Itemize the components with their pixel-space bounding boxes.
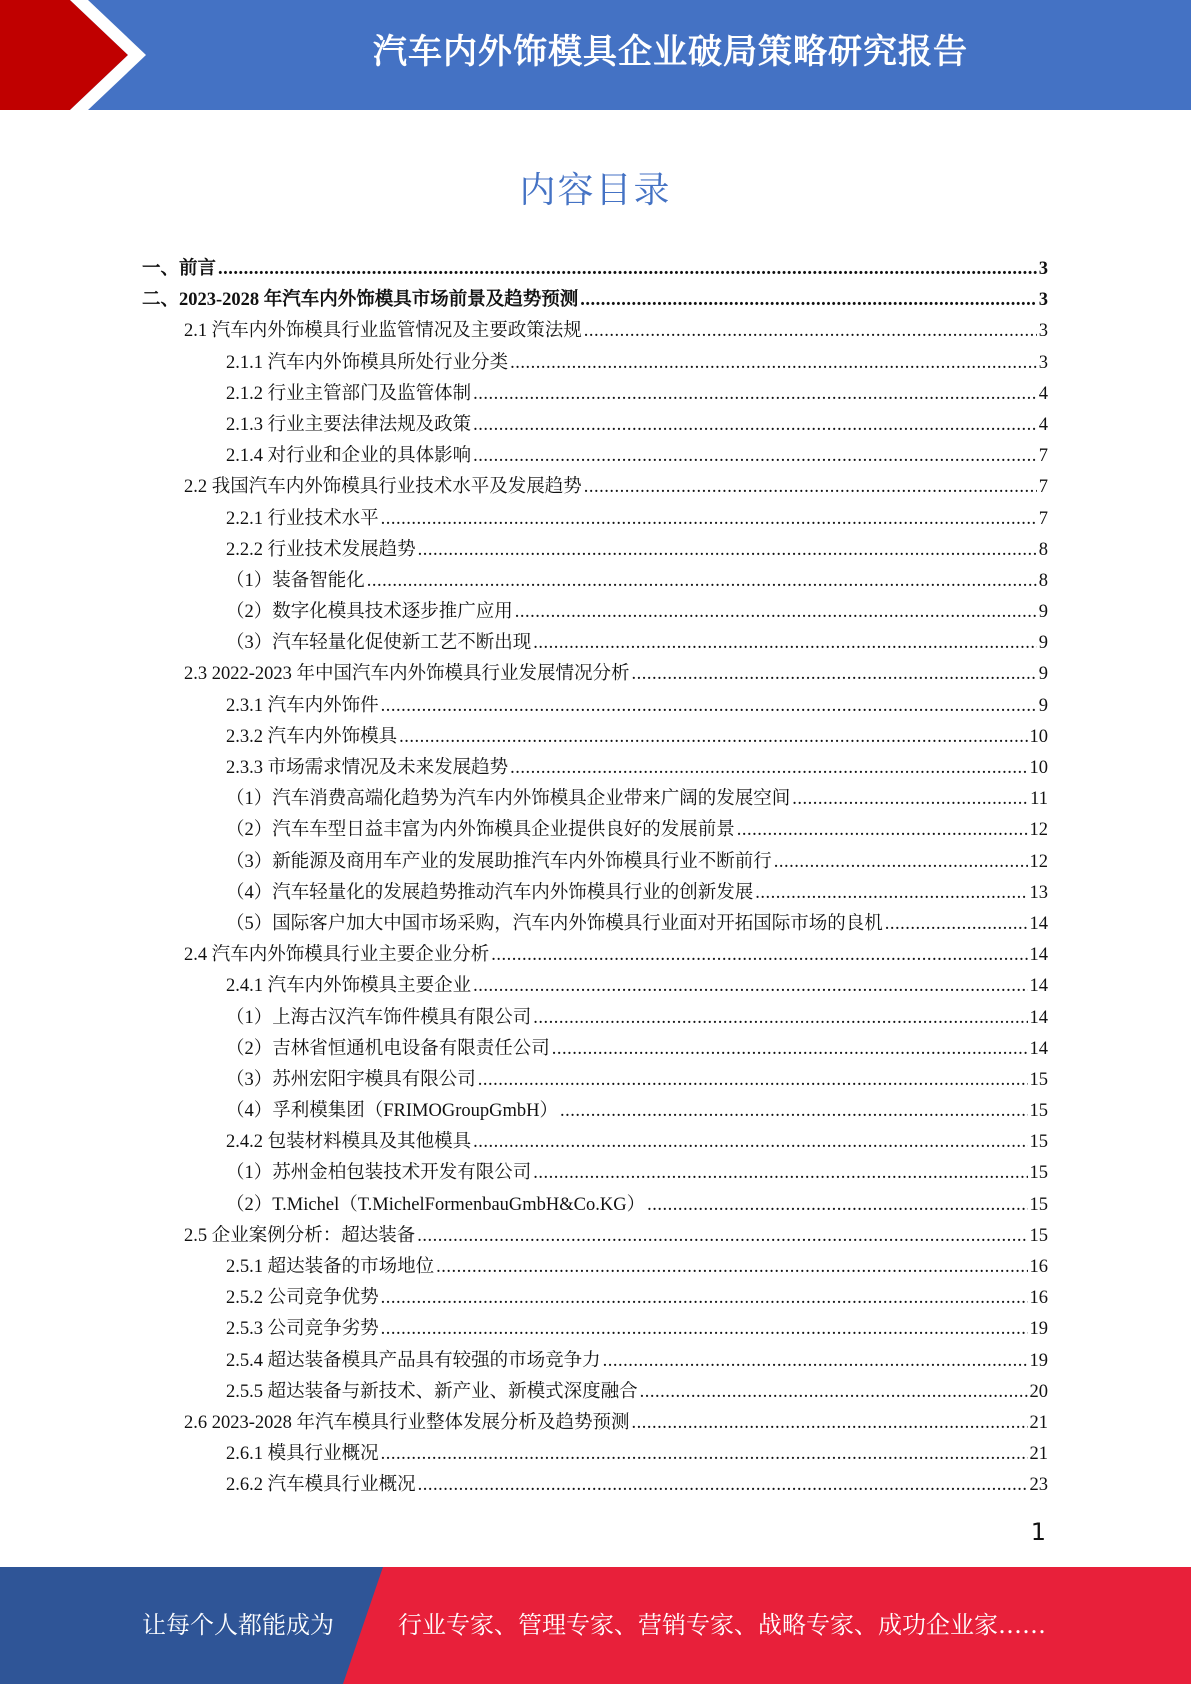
toc-dot-leader [533,628,1036,659]
footer-slogan-right: 行业专家、管理专家、营销专家、战略专家、成功企业家…… [398,1611,1046,1639]
toc-entry-title: （2）汽车车型日益丰富为内外饰模具企业提供良好的发展前景 [226,820,735,841]
toc-entry-title: 2.5 企业案例分析：超达装备 [184,1225,416,1246]
toc-entry[interactable] [142,472,1048,503]
toc-entry[interactable] [142,1314,1048,1345]
toc-dot-leader [473,1127,1027,1158]
toc-dot-leader [510,348,1037,379]
toc-dot-leader [399,722,1027,753]
toc-dot-leader [381,1283,1028,1314]
toc-entry-title: 2.3.3 市场需求情况及未来发展趋势 [226,758,509,778]
toc-entry[interactable] [142,535,1048,566]
toc-dot-leader [603,1346,1028,1377]
toc-dot-leader [381,691,1037,722]
toc-entry[interactable] [142,1252,1048,1283]
toc-entry[interactable] [142,1065,1048,1096]
toc-entry-title: （1）苏州金柏包装技术开发有限公司 [226,1163,532,1184]
report-header-banner [0,0,1191,110]
toc-entry-title: （3）新能源及商用车产业的发展助推汽车内外饰模具行业不断前行 [226,851,772,872]
toc-entry-title: （2）数字化模具技术逐步推广应用 [226,602,513,623]
toc-dot-leader [632,659,1037,690]
toc-entry-page: 19 [1029,1319,1048,1340]
toc-entry-title: 2.6.2 汽车模具行业概况 [226,1475,416,1496]
toc-entry[interactable] [142,1283,1048,1314]
toc-dot-leader [632,1408,1028,1439]
toc-entry-page: 15 [1029,1101,1048,1122]
toc-entry-page: 10 [1029,726,1048,747]
toc-entry-page: 14 [1029,913,1048,934]
toc-entry[interactable] [142,1470,1048,1501]
toc-entry-title: 2.2.2 行业技术发展趋势 [226,539,416,560]
toc-entry-page: 4 [1038,383,1048,404]
toc-dot-leader [381,504,1037,535]
toc-entry-page: 14 [1029,1038,1048,1059]
toc-entry[interactable] [142,753,1048,784]
toc-entry-title: 2.6.1 模具行业概况 [226,1444,379,1465]
toc-entry-title: 2.1 汽车内外饰模具行业监管情况及主要政策法规 [184,321,582,342]
toc-entry-title: 2.6 2023-2028 年汽车模具行业整体发展分析及趋势预测 [184,1412,630,1433]
toc-entry-page: 13 [1029,882,1048,903]
toc-entry[interactable] [142,691,1048,722]
toc-entry-title: 2.3 2022-2023 年中国汽车内外饰模具行业发展情况分析 [184,664,630,685]
toc-entry[interactable] [142,1158,1048,1189]
toc-dot-leader [381,1439,1028,1470]
toc-entry[interactable] [142,1003,1048,1034]
toc-dot-leader [473,441,1037,472]
toc-dot-leader [533,1158,1027,1189]
toc-entry-title: 2.4 汽车内外饰模具行业主要企业分析 [184,945,490,966]
toc-entry[interactable] [142,1346,1048,1377]
toc-entry-title: （2）T.Michel（T.MichelFormenbauGmbH&Co.KG） [226,1194,646,1215]
toc-entry-title: 2.2 我国汽车内外饰模具行业技术水平及发展趋势 [184,477,582,498]
toc-dot-leader [552,1034,1028,1065]
toc-dot-leader [367,566,1037,597]
toc-entry-title: 2.3.1 汽车内外饰件 [226,695,379,716]
toc-entry-page: 16 [1029,1257,1048,1277]
toc-entry-page: 7 [1038,446,1048,467]
toc-entry[interactable] [142,379,1048,410]
toc-entry-page: 10 [1029,758,1048,778]
toc-entry-title: 2.1.1 汽车内外饰模具所处行业分类 [226,352,509,373]
toc-entry[interactable] [142,441,1048,472]
toc-dot-leader [473,971,1027,1002]
toc-entry-title: 2.2.1 行业技术水平 [226,508,379,529]
toc-entry-page: 9 [1038,695,1048,716]
toc-entry-title: 2.1.4 对行业和企业的具体影响 [226,446,472,467]
toc-entry-page: 8 [1038,539,1048,560]
toc-entry[interactable] [142,847,1048,878]
toc-heading: 内容目录 [519,170,672,211]
toc-entry-title: 2.1.2 行业主管部门及监管体制 [226,383,472,404]
toc-entry[interactable] [142,1034,1048,1065]
toc-entry-title: （1）汽车消费高端化趋势为汽车内外饰模具企业带来广阔的发展空间 [226,789,791,810]
toc-dot-leader [640,1377,1028,1408]
toc-entry[interactable] [142,909,1048,940]
toc-entry-page: 8 [1038,570,1048,591]
toc-entry-title: 二、2023-2028 年汽车内外饰模具市场前景及趋势预测 [142,290,579,311]
toc-entry-title: 2.5.4 超达装备模具产品具有较强的市场竞争力 [226,1350,601,1371]
toc-entry[interactable] [142,1190,1048,1221]
toc-entry[interactable] [142,504,1048,535]
toc-dot-leader [436,1252,1027,1283]
toc-entry-title: 2.3.2 汽车内外饰模具 [226,726,398,747]
toc-entry[interactable] [142,878,1048,909]
toc-entry-page: 15 [1029,1132,1048,1153]
toc-dot-leader [584,316,1037,347]
toc-entry-page: 9 [1038,664,1048,685]
toc-entry-page: 15 [1029,1163,1048,1184]
toc-entry[interactable] [142,1221,1048,1252]
toc-dot-leader [737,815,1028,846]
toc-entry-page: 16 [1029,1288,1048,1309]
page-number: 1 [1030,1518,1046,1546]
toc-entry[interactable] [142,722,1048,753]
toc-entry-page: 15 [1029,1194,1048,1215]
toc-entry-page: 15 [1029,1225,1048,1246]
toc-entry-title: 2.5.3 公司竞争劣势 [226,1319,379,1340]
toc-entry-page: 3 [1038,321,1048,342]
toc-entry[interactable] [142,1408,1048,1439]
toc-dot-leader [478,1065,1028,1096]
toc-entry[interactable] [142,1127,1048,1158]
toc-entry-title: （3）苏州宏阳宇模具有限公司 [226,1069,476,1090]
toc-entry-title: 2.5.5 超达装备与新技术、新产业、新模式深度融合 [226,1381,638,1402]
toc-entry-page: 9 [1038,633,1048,654]
toc-entry-title: 2.4.1 汽车内外饰模具主要企业 [226,976,472,997]
toc-dot-leader [515,597,1037,628]
toc-entry-page: 12 [1029,851,1048,872]
toc-entry[interactable] [142,815,1048,846]
toc-entry[interactable] [142,659,1048,690]
toc-entry-title: （1）装备智能化 [226,570,365,591]
toc-dot-leader [381,1314,1028,1345]
toc-dot-leader [755,878,1027,909]
footer-banner [0,1567,1191,1684]
toc-entry-title: 2.4.2 包装材料模具及其他模具 [226,1132,472,1153]
toc-entry[interactable] [142,348,1048,379]
toc-entry[interactable] [142,784,1048,815]
toc-dot-leader [792,784,1028,815]
toc-dot-leader [491,940,1027,971]
toc-entry[interactable] [142,971,1048,1002]
toc-entry-title: （4）汽车轻量化的发展趋势推动汽车内外饰模具行业的创新发展 [226,882,754,903]
toc-entry-page: 3 [1038,259,1048,279]
toc-entry[interactable] [142,1096,1048,1127]
toc-dot-leader [510,753,1027,784]
toc-dot-leader [885,909,1028,940]
toc-entry-title: （2）吉林省恒通机电设备有限责任公司 [226,1038,550,1059]
toc-entry-page: 20 [1029,1381,1048,1402]
toc-entry[interactable] [142,1377,1048,1408]
toc-entry-title: 一、前言 [142,259,217,279]
toc-entry[interactable] [142,628,1048,659]
toc-entry-page: 14 [1029,1007,1048,1028]
toc-entry-page: 21 [1029,1444,1048,1465]
toc-dot-leader [584,472,1037,503]
toc-entry-title: （1）上海古汉汽车饰件模具有限公司 [226,1007,532,1028]
toc-entry[interactable] [142,940,1048,971]
toc-dot-leader [418,535,1037,566]
toc-entry-title: 2.1.3 行业主要法律法规及政策 [226,414,472,435]
report-title: 汽车内外饰模具企业破局策略研究报告 [373,32,968,72]
toc-dot-leader [560,1096,1028,1127]
toc-entry-page: 3 [1038,290,1048,311]
toc-entry-page: 14 [1029,976,1048,997]
toc-entry[interactable] [142,254,1048,285]
footer-slogan-left: 让每个人都能成为 [142,1611,334,1639]
toc-dot-leader [647,1190,1027,1221]
toc-entry-title: 2.5.1 超达装备的市场地位 [226,1257,435,1277]
toc-entry-page: 21 [1029,1412,1048,1433]
toc-entry-page: 14 [1029,945,1048,966]
toc-dot-leader [533,1003,1027,1034]
toc-entry-title: （3）汽车轻量化促使新工艺不断出现 [226,633,532,654]
toc-entry-title: 2.5.2 公司竞争优势 [226,1288,379,1309]
toc-entry[interactable] [142,1439,1048,1470]
toc-entry[interactable] [142,410,1048,441]
toc-dot-leader [417,1221,1027,1252]
toc-entry-page: 3 [1038,352,1048,373]
toc-dot-leader [473,410,1037,441]
toc-entry-page: 15 [1029,1069,1048,1090]
toc-dot-leader [218,254,1037,285]
toc-dot-leader [774,847,1028,878]
toc-dot-leader [473,379,1037,410]
toc-entry-page: 9 [1038,602,1048,623]
toc-entry[interactable] [142,285,1048,316]
toc-entry-title: （4）孚利模集团（FRIMOGroupGmbH） [226,1101,558,1122]
toc-entry[interactable] [142,566,1048,597]
toc-entry-page: 7 [1038,508,1048,529]
toc-entry-page: 4 [1038,414,1048,435]
toc-entry-title: （5）国际客户加大中国市场采购，汽车内外饰模具行业面对开拓国际市场的良机 [226,913,883,934]
toc-entry-page: 23 [1029,1475,1048,1496]
toc-dot-leader [580,285,1036,316]
toc-entry-page: 7 [1038,477,1048,498]
toc-entry-page: 12 [1029,820,1048,841]
table-of-contents [142,254,1048,1502]
toc-dot-leader [418,1470,1028,1501]
toc-entry[interactable] [142,316,1048,347]
toc-entry-page: 19 [1029,1350,1048,1371]
toc-entry[interactable] [142,597,1048,628]
toc-entry-page: 11 [1030,789,1048,810]
red-chevron-icon [0,0,160,110]
